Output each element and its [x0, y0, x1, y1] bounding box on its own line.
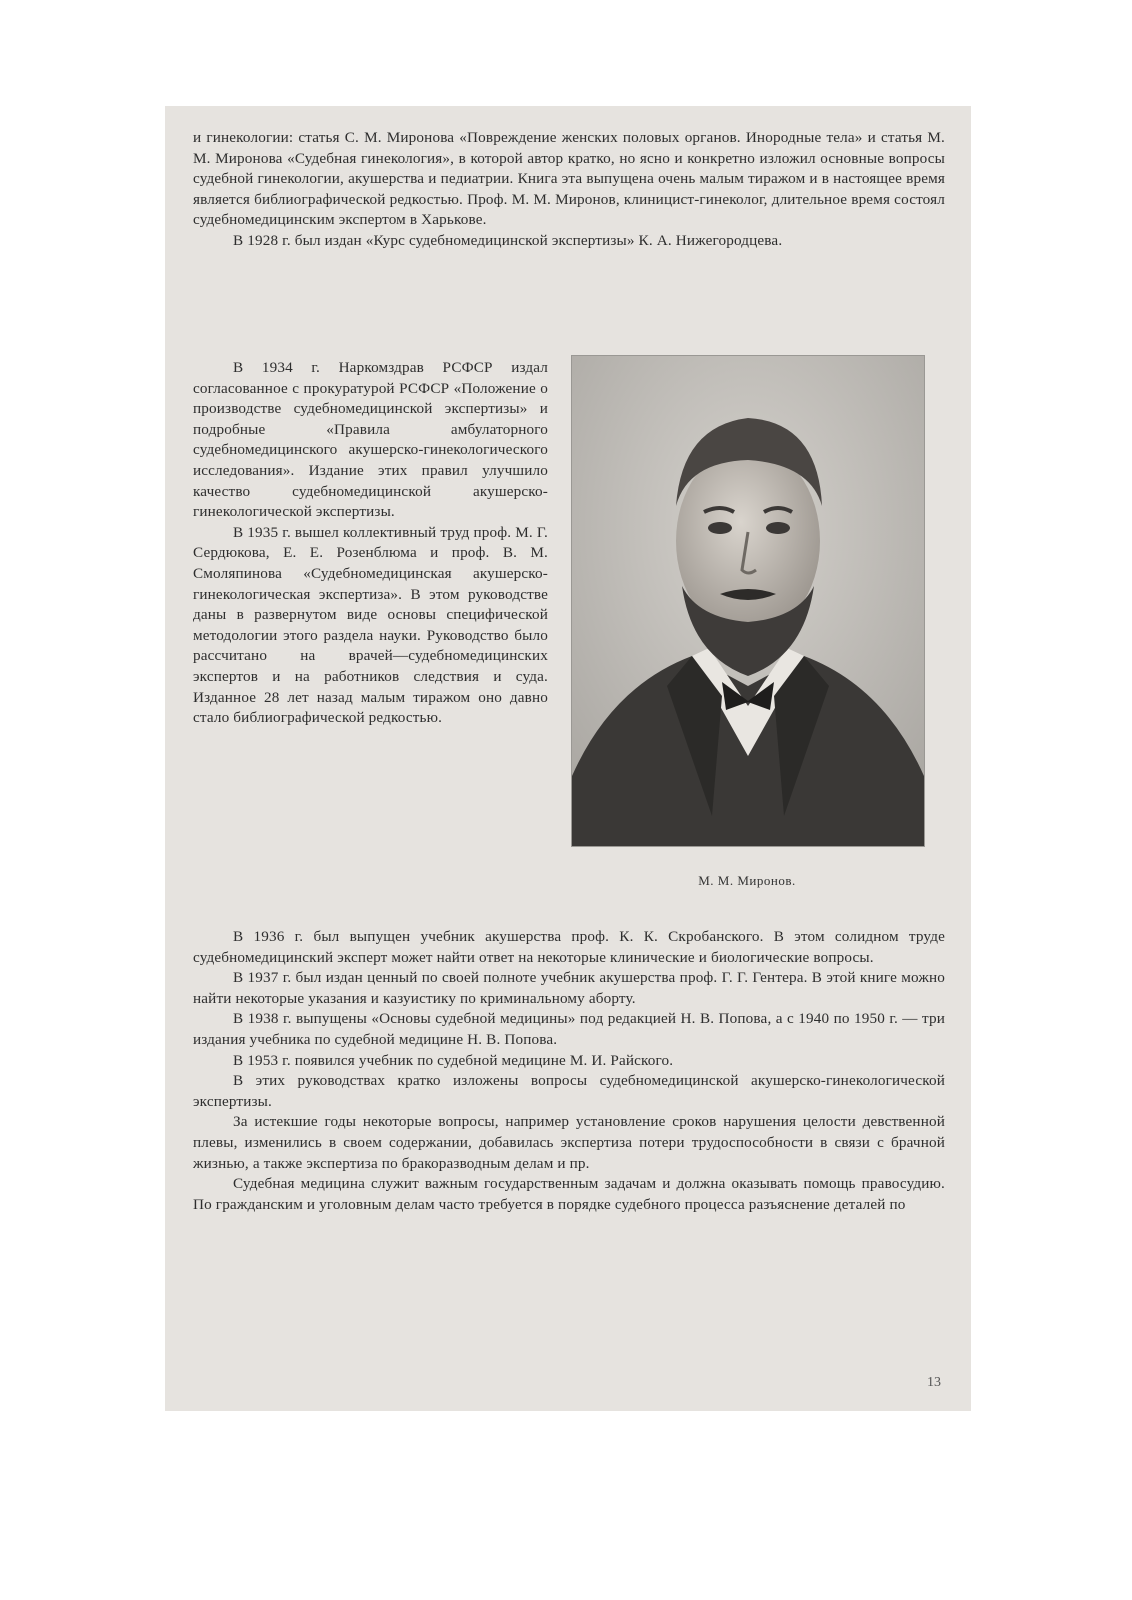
bottom-text-block — [193, 927, 945, 1215]
left-column-text — [193, 358, 548, 729]
top-text-block — [193, 128, 945, 252]
portrait-illustration — [572, 356, 924, 846]
book-page — [165, 106, 971, 1411]
paragraph: В 1928 г. был издан «Курс судебномедицинской экспертизы» К. А. Нижегородцева. — [233, 231, 783, 249]
paragraph: В 1953 г. появился учебник по судебной медицине М. И. Райского. — [233, 1051, 674, 1069]
paragraph: В 1937 г. был издан ценный по своей полноте учебник акушерства проф. Г. Г. Гентера. В этой книге можно найти некоторые указания и казуистику по криминальному аборту. — [193, 969, 945, 1007]
paragraph: За истекшие годы некоторые вопросы, например установление сроков нарушения целости девственной плевы, изменились в своем содержании, добавилась экспертиза потери трудоспособности в связи с брачной жизнью, а также экспертиза по бракоразводным делам и пр. — [193, 1113, 945, 1172]
paragraph: В 1934 г. Наркомздрав РСФСР издал согласованное с прокуратурой РСФСР «Положение о производстве судебномедицинской экспертизы» и подробные «Правила амбулаторного судебномедицинского акушерско-гинекологического исследования». Издание этих правил улучшило качество судебномедицинской акушерско-гинекологической экспертизы. — [193, 359, 548, 521]
page-number: 13 — [927, 1375, 941, 1390]
portrait-photo — [571, 355, 925, 847]
paragraph: В 1938 г. выпущены «Основы судебной медицины» под редакцией Н. В. Попова, а с 1940 по 1950 г. — три издания учебника по судебной медицине Н. В. Попова. — [193, 1010, 945, 1048]
paragraph: В этих руководствах кратко изложены вопросы судебномедицинской акушерско-гинекологической экспертизы. — [193, 1072, 945, 1110]
paragraph: В 1936 г. был выпущен учебник акушерства проф. К. К. Скробанского. В этом солидном труде судебномедицинский эксперт может найти ответ на некоторые клинические и биологические вопросы. — [193, 928, 945, 966]
paragraph: и гинекологии: статья С. М. Миронова «Повреждение женских половых органов. Инородные тела» и статья М. М. Миронова «Судебная гинекология», в которой автор кратко, но ясно и конкретно изложил основные вопросы судебной гинекологии, акушерства и педиатрии. Книга эта выпущена очень малым тиражом и в настоящее время является библиографической редкостью. Проф. М. М. Миронов, клиницист-гинеколог, длительное время состоял судебномедицинским экспертом в Харькове. — [193, 129, 945, 229]
photo-caption: М. М. Миронов. — [698, 873, 796, 888]
paragraph: В 1935 г. вышел коллективный труд проф. М. Г. Сердюкова, Е. Е. Розенблюма и проф. В. М. Смоляпинова «Судебномедицинская акушерско-гинекологическая экспертиза». В этом руководстве даны в развернутом виде основы специфической методологии этого раздела науки. Руководство было рассчитано на врачей—судебномедицинских экспертов и на работников следствия и суда. Изданное 28 лет назад малым тиражом оно давно стало библиографической редкостью. — [193, 523, 548, 727]
paragraph: Судебная медицина служит важным государственным задачам и должна оказывать помощь правосудию. По гражданским и уголовным делам часто требуется в порядке судебного процесса разъяснение деталей по — [193, 1175, 945, 1213]
